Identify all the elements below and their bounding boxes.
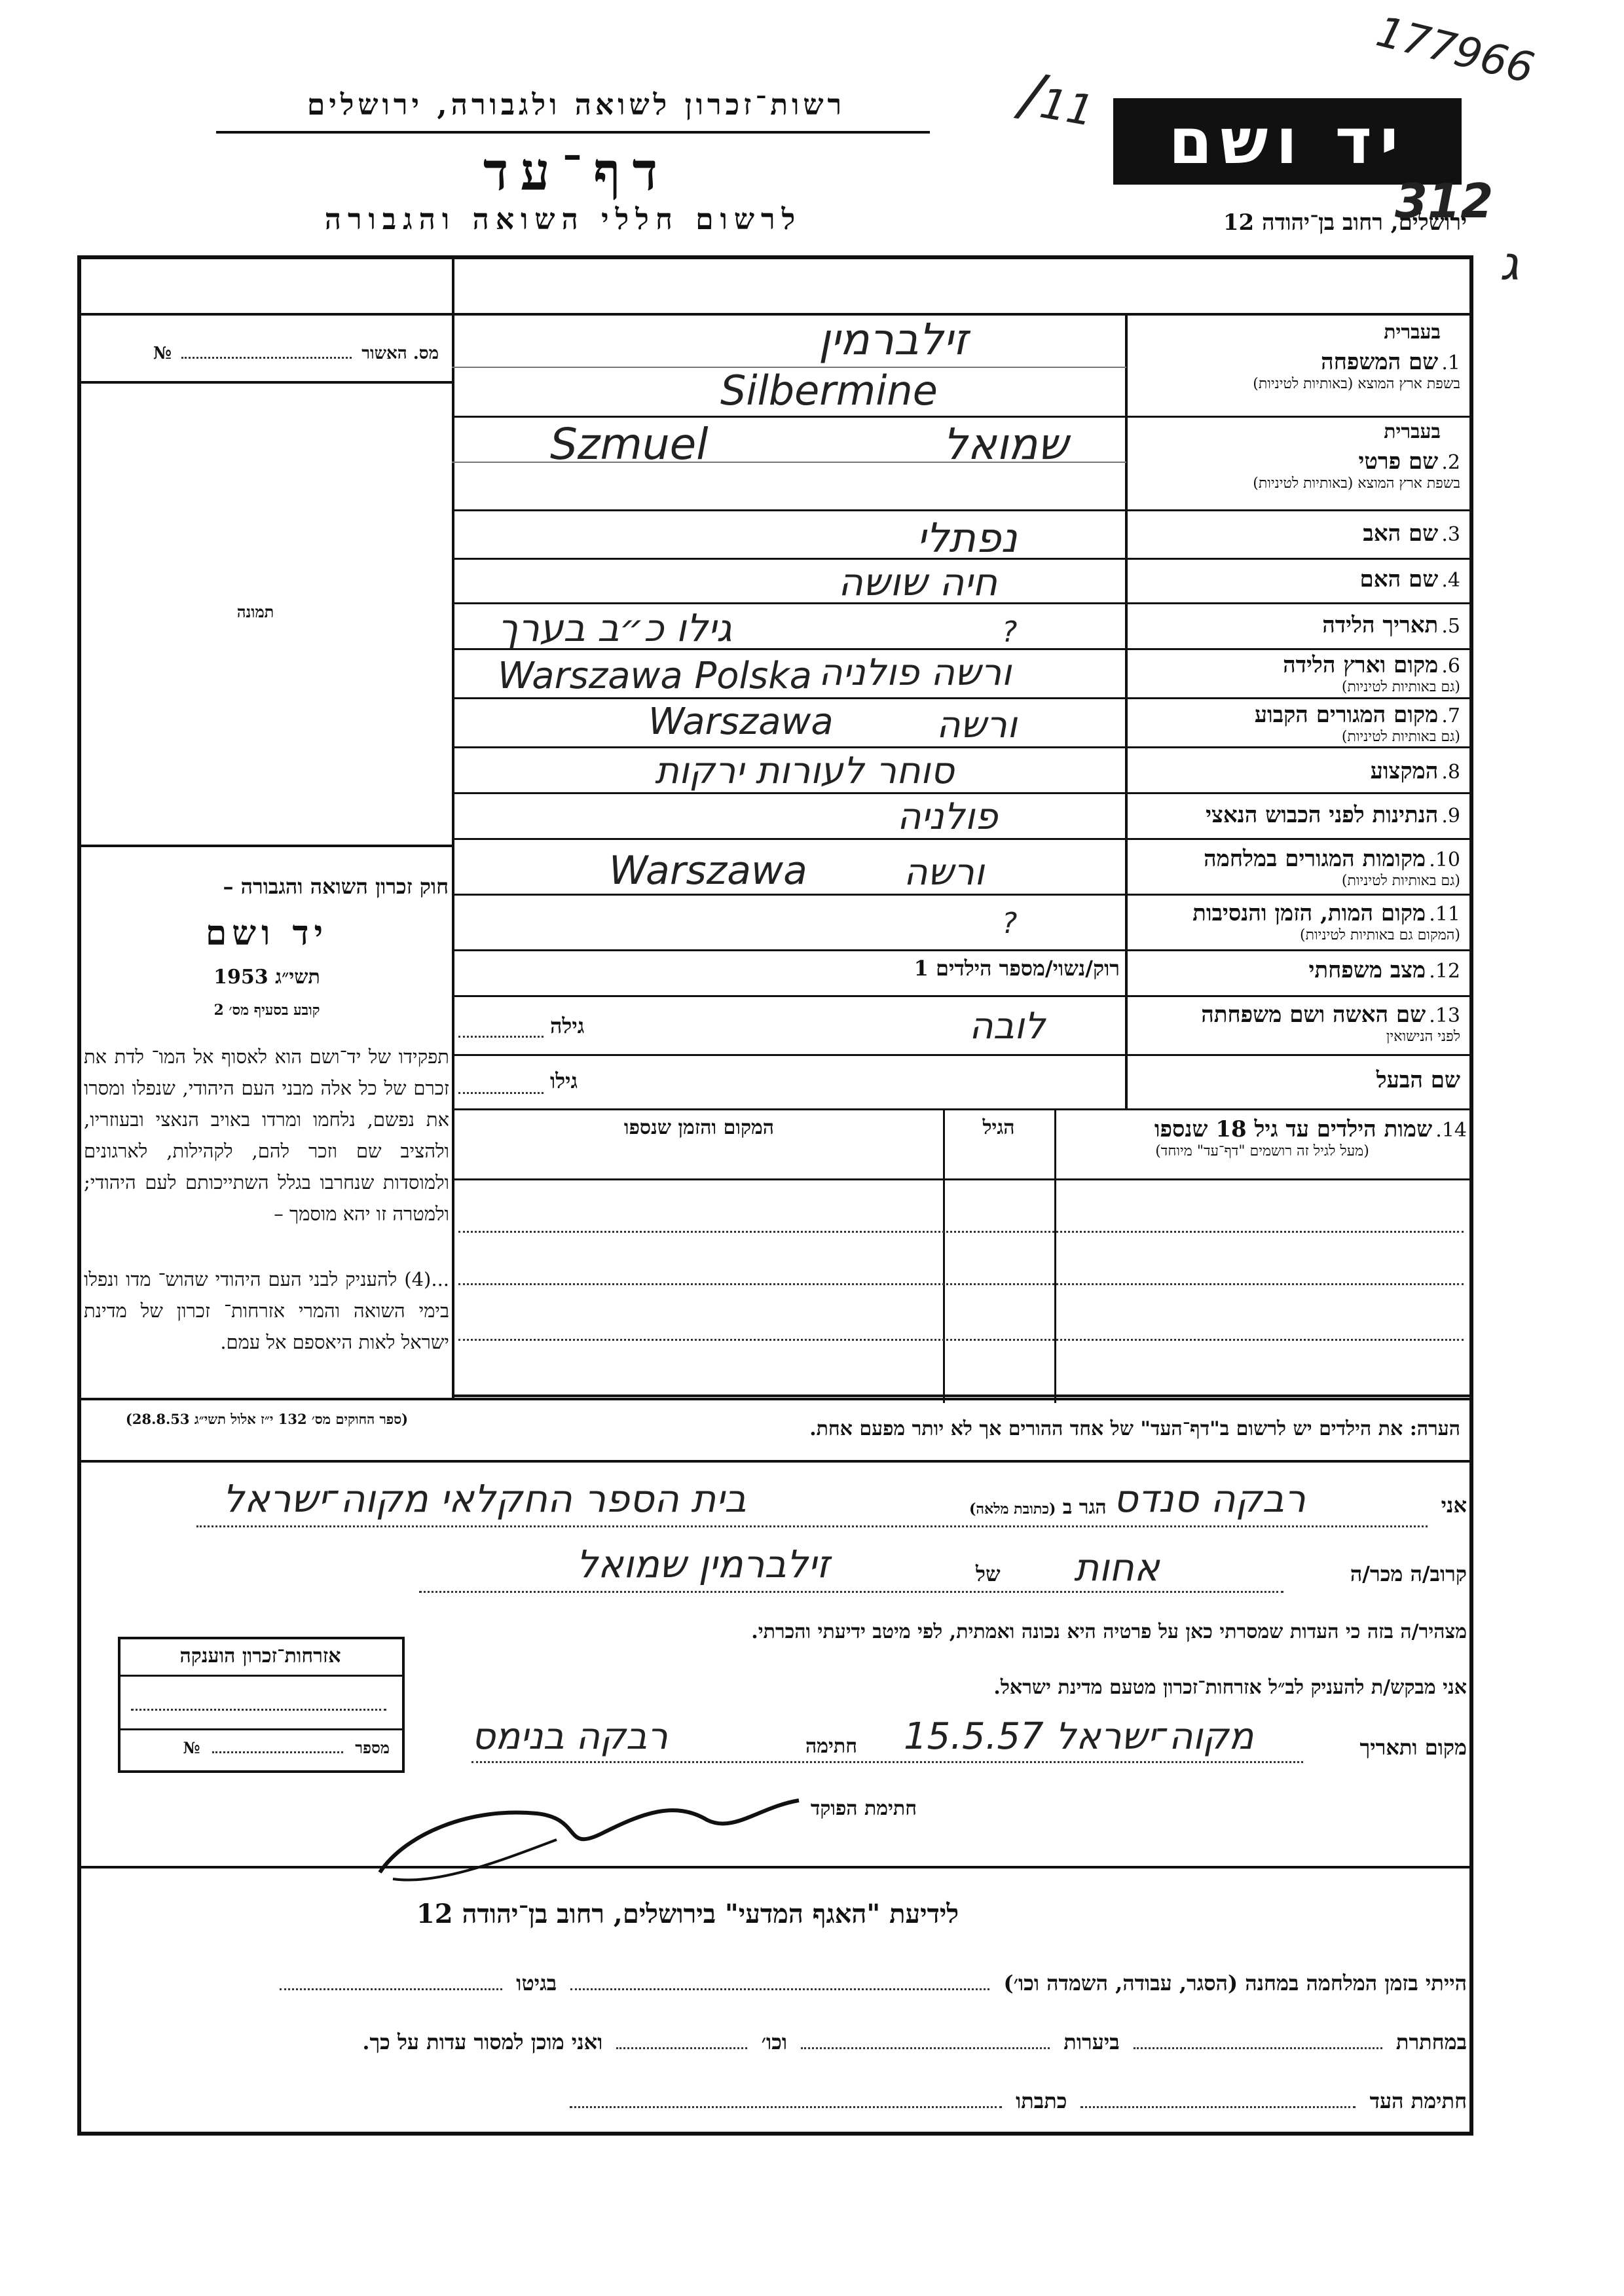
- footer-forest-label: ביערות: [1063, 2030, 1120, 2054]
- children-row-line: [458, 1231, 1464, 1233]
- field-residence-sub: (גם באותיות לטיניות): [1341, 729, 1460, 745]
- field-birthplace-label: [1133, 652, 1460, 695]
- footer-line-3: [92, 2088, 1467, 2113]
- decl-address: בית הספר החקלאי מקוה־ישראל: [223, 1476, 747, 1521]
- slash-number: 11: [1036, 79, 1098, 136]
- row-sep: [452, 949, 1470, 951]
- field-wife-sub: לפני הנישואין: [1386, 1029, 1460, 1045]
- footer-ghetto-label: בגיטו: [516, 1971, 557, 1995]
- field-birthdate-num: 5.: [1441, 615, 1460, 638]
- footer-camp-dots: [570, 1988, 989, 1990]
- field-marital-label: [1133, 957, 1460, 983]
- field-father-num: 3.: [1441, 523, 1460, 546]
- slash-mark: /: [1016, 60, 1048, 131]
- field-father-name: שם האב: [1363, 520, 1439, 547]
- citizenship-dots: [131, 1709, 386, 1711]
- field-marital-num: 12.: [1429, 960, 1460, 983]
- row-sep: [452, 697, 1470, 699]
- law-reference: (ספר החוקים מס׳ 132 י״ז אלול תשי״ג 28.8.53): [125, 1411, 409, 1427]
- field-birthplace-latin-value: Warszawa Polska: [498, 655, 812, 697]
- row-sep: [452, 838, 1470, 840]
- footer-ready-label: ואני מוכן למסור עדות על כך.: [362, 2030, 603, 2054]
- citizenship-title-rule: [118, 1675, 405, 1677]
- field-marital-value: רוק/נשוי/מספר הילדים 1: [913, 956, 1120, 981]
- approval-rule: [77, 381, 454, 384]
- field-birthplace-value: ורשה פולניה: [819, 651, 1012, 694]
- field-birthdate-label: [1133, 612, 1460, 638]
- decl-statement: מצהיר/ה בזה כי העדות שמסרתי כאן על פרטיה היא נכונה ואמתית, לפי מיטב ידיעתי והכרתי.: [751, 1620, 1467, 1643]
- field-marital-name: מצב משפחתי: [1308, 957, 1426, 983]
- field-death-label: [1133, 900, 1460, 943]
- row-sep: [452, 416, 1470, 418]
- field-war-residence-name: מקומות המגורים במלחמה: [1204, 846, 1426, 872]
- footer-etc-dots: [616, 2047, 747, 2049]
- footer-underground-dots: [1134, 2047, 1382, 2049]
- decl-resides: [969, 1496, 1107, 1519]
- field-mother-num: 4.: [1441, 569, 1460, 592]
- children-title: [1058, 1116, 1467, 1142]
- children-place-header: המקום והזמן שנספו: [623, 1116, 775, 1139]
- citizenship-title: אזרחות־זכרון הוענקה: [179, 1645, 341, 1667]
- law-title: חוק זכרון השואה והגבורה –: [223, 874, 449, 899]
- citizenship-number-dots: [212, 1751, 343, 1753]
- archive-number: 177966: [1371, 7, 1539, 94]
- law-year: תשי״ג 1953: [213, 966, 320, 989]
- field-residence-label: [1133, 702, 1460, 745]
- field-wife-age-label: גילה: [550, 1013, 585, 1038]
- field-birthplace-name: מקום וארץ הלידה: [1283, 652, 1439, 678]
- field-birthplace-title: [1133, 652, 1460, 678]
- header-address: ירושלים, רחוב בן־יהודה 12: [1223, 210, 1467, 236]
- field-birthplace-sub: (גם באותיות לטיניות): [1341, 679, 1460, 695]
- field-war-residence-value: ורשה: [904, 851, 985, 894]
- field-death-sub: (המקום גם באותיות לטיניות): [1300, 927, 1460, 943]
- field-mother-value: חיה שושה: [838, 560, 998, 604]
- logo-text: יד ושם: [1168, 105, 1407, 178]
- note-bottom-rule: [77, 1460, 1472, 1463]
- decl-of: של: [976, 1561, 1001, 1586]
- field-surname-sub: בשפת ארץ המוצא (באותיות לטיניות): [1253, 376, 1460, 392]
- footer-heading: לידיעת "האגף המדעי" בירושלים, רחוב בן־יהודה 12: [416, 1899, 959, 1929]
- field-birthdate-question: ?: [1002, 615, 1018, 649]
- approval-label: מס. האשור: [361, 344, 439, 363]
- field-residence-title: [1133, 702, 1460, 728]
- field-residence-num: 7.: [1441, 704, 1460, 727]
- field-wife-title: [1133, 1002, 1460, 1028]
- row-sep: [452, 792, 1470, 794]
- row-sep: [452, 995, 1470, 997]
- field-occupation-value: סוחר לעורות ירקות: [655, 750, 955, 792]
- field-father-value: נפתלי: [917, 514, 1018, 562]
- field-residence-value: ורשה: [936, 704, 1018, 746]
- officer-signature-loop: [393, 1840, 557, 1880]
- citizenship-number-rule: [118, 1728, 405, 1730]
- side-number: 312: [1395, 173, 1494, 228]
- field-nationality-label: [1133, 802, 1460, 828]
- row-sep: [452, 894, 1470, 896]
- field-war-residence-num: 10.: [1429, 848, 1460, 871]
- field-surname-num: 1.: [1441, 352, 1460, 374]
- footer-line-1: [92, 1971, 1467, 1995]
- field-surname-name: שם המשפחה: [1321, 349, 1439, 375]
- field-surname-label: [1133, 321, 1460, 392]
- officer-signature: [367, 1761, 812, 1892]
- field-birthplace-num: 6.: [1441, 655, 1460, 678]
- footer-line-2: [92, 2030, 1467, 2054]
- field-husband-age-label: גילו: [550, 1068, 578, 1093]
- law-text-2: ...(4) להעניק לבני העם היהודי שהוש־ מדו ונפלו בימי השואה והמרי אזרחות־ זכרון של מדינת ישראל לאות היאספם אל עמם.: [84, 1268, 449, 1353]
- field-father-label: [1133, 520, 1460, 547]
- field-death-title: [1133, 900, 1460, 926]
- slash-eleven: [1016, 60, 1100, 140]
- law-yad-vashem: יד ושם: [205, 913, 329, 953]
- decl-line-dots: [196, 1525, 1428, 1527]
- form-title: דף־עד: [483, 141, 670, 202]
- children-col-div: [943, 1108, 945, 1403]
- photo-rule: [77, 845, 454, 847]
- citizenship-num-sign: №: [183, 1738, 200, 1757]
- field-death-num: 11.: [1429, 903, 1460, 926]
- field-firstname-name: שם פרטי: [1358, 448, 1439, 475]
- approval-num-sign: №: [153, 344, 172, 363]
- field-wife-num: 13.: [1429, 1004, 1460, 1027]
- footer-underground-label: במחתרת: [1395, 2030, 1467, 2054]
- field-firstname-value: שמואל: [943, 419, 1069, 469]
- officer-signature-stroke: [380, 1800, 799, 1872]
- label-column-divider: [1125, 313, 1128, 1108]
- field-war-residence-title: [1133, 846, 1460, 872]
- decl-place-date-label: מקום ותאריך: [1359, 1735, 1467, 1760]
- children-age-header: הגיל: [982, 1116, 1015, 1139]
- footer-address-label: כתבתו: [1016, 2088, 1067, 2113]
- field-war-residence-latin-value: Warszawa: [609, 848, 807, 894]
- decl-relative-dots: [419, 1591, 1283, 1593]
- yad-vashem-logo: [1113, 98, 1462, 185]
- decl-resides-label: הגר ב: [1062, 1496, 1107, 1519]
- field-surname-value: זילברמין: [819, 314, 969, 365]
- field-war-residence-label: [1133, 846, 1460, 889]
- header-rule: [216, 131, 930, 134]
- photo-label: תמונה: [236, 602, 274, 621]
- field-wife-label: [1133, 1002, 1460, 1045]
- decl-of-name: זילברמין שמואל: [576, 1542, 830, 1586]
- field-death-value: ?: [1002, 907, 1018, 940]
- approval-dotline: [181, 357, 352, 359]
- field-husband-age-line: [458, 1092, 544, 1094]
- footer-witness-label: חתימת העד: [1369, 2088, 1467, 2113]
- footer-address-dots: [570, 2106, 1002, 2108]
- note-top-rule: [77, 1398, 1472, 1400]
- decl-i-label: אני: [1441, 1493, 1467, 1518]
- field-residence-name: מקום המגורים הקבוע: [1254, 702, 1439, 728]
- field-firstname-label: [1133, 420, 1460, 492]
- frame-top-rule: [77, 313, 1472, 316]
- decl-name: רבקה סנדס: [1113, 1476, 1306, 1521]
- authority-title: רשות־זכרון לשואה ולגבורה, ירושלים: [306, 88, 846, 122]
- children-col-div: [1054, 1108, 1056, 1403]
- children-bottom-rule: [452, 1394, 1470, 1397]
- side-letter: ג: [1500, 236, 1519, 291]
- field-war-residence-sub: (גם באותיות לטיניות): [1341, 873, 1460, 889]
- field-husband-name: שם הבעל: [1376, 1067, 1460, 1093]
- children-sub: (מעל לגיל זה רושמים "דף־עד" מיוחד): [1155, 1143, 1369, 1159]
- children-row-line: [458, 1283, 1464, 1285]
- footer-forest-dots: [801, 2047, 1050, 2049]
- row-sep: [452, 509, 1470, 511]
- note-text: הערה: את הילדים יש לרשום ב"דף־העד" של אחד ההורים אך לא יותר מפעם אחת.: [809, 1417, 1460, 1440]
- field-residence-latin-value: Warszawa: [648, 701, 834, 743]
- law-text-1: תפקידו של יד־ושם הוא לאסוף אל המו־ לדת את זכרם של כל אלה מבני העם היהודי, שנפלו ומסרו את נפשם, נלחמו ומרדו באויב הנאצי ובעוזריו, ולהציב שם וזכר להם, לקהילות, לארגונים ולמוסדות שנחרבו בגלל השתייכותם לעם היהודי; ולמטרה זו יהא מוסמך –: [84, 1046, 449, 1225]
- field-wife-age-line: [458, 1036, 544, 1038]
- field-nationality-num: 9.: [1441, 805, 1460, 828]
- footer-etc-label: וכו׳: [761, 2030, 788, 2054]
- decl-signature: רבקה בנימס: [471, 1715, 668, 1758]
- decl-place-date: מקוה־ישראל 15.5.57: [904, 1715, 1254, 1758]
- field-nationality-value: פולניה: [897, 795, 998, 838]
- field-surname-title: [1133, 349, 1460, 375]
- children-num: 14.: [1435, 1119, 1467, 1142]
- citizenship-number-row: [128, 1738, 390, 1758]
- field-firstname-title: [1133, 448, 1460, 475]
- decl-signature-label: חתימה: [805, 1735, 857, 1758]
- field-wife-value: לובה: [969, 1005, 1046, 1048]
- field-surname-latin-value: Silbermine: [720, 367, 938, 414]
- field-occupation-label: [1133, 758, 1460, 784]
- row-sep: [452, 1108, 1470, 1110]
- field-wife-name: שם האשה ושם משפחתה: [1201, 1002, 1426, 1028]
- field-mother-name: שם האם: [1359, 566, 1439, 592]
- decl-relative-label: קרוב/ה מכר/ה: [1350, 1561, 1467, 1586]
- left-column-divider: [452, 255, 454, 1398]
- field-birthdate-value: גילו כ״ב בערך: [498, 606, 732, 650]
- field-firstname-num: 2.: [1441, 451, 1460, 474]
- field-occupation-name: המקצוע: [1370, 758, 1439, 784]
- row-sep: [452, 1054, 1470, 1056]
- field-firstname-latin-value: Szmuel: [550, 419, 709, 469]
- approval-number: [98, 344, 439, 363]
- field-death-name: מקום המות, הזמן והנסיבות: [1192, 900, 1426, 926]
- footer-witness-dots: [1080, 2106, 1356, 2108]
- children-label: שמות הילדים עד גיל 18 שנספו: [1154, 1116, 1433, 1142]
- children-row-line: [458, 1339, 1464, 1341]
- footer-top-rule: [77, 1866, 1472, 1868]
- field-husband-label: [1133, 1067, 1460, 1093]
- decl-officer-label: חתימת הפוקד: [810, 1797, 917, 1820]
- decl-full-addr: (כתובת מלאה): [969, 1501, 1056, 1518]
- field-occupation-num: 8.: [1441, 761, 1460, 784]
- field-mother-label: [1133, 566, 1460, 592]
- decl-relation: אחות: [1074, 1545, 1160, 1590]
- field-birthdate-name: תאריך הלידה: [1322, 612, 1439, 638]
- decl-request: אני מבקש/ת להעניק לב״ל אזרחות־זכרון מטעם מדינת ישראל.: [993, 1676, 1467, 1699]
- field-firstname-sub: בשפת ארץ המוצא (באותיות לטיניות): [1253, 475, 1460, 492]
- footer-ghetto-dots: [280, 1988, 502, 1990]
- footer-camp-label: הייתי בזמן המלחמה במחנה (הסגר, עבודה, השמדה וכו׳): [1003, 1971, 1467, 1995]
- children-header-rule: [452, 1178, 1470, 1180]
- law-clause: קובע בסעיף מס׳ 2: [213, 1002, 320, 1019]
- row-sep: [452, 746, 1470, 748]
- citizenship-number-label: מספר: [355, 1738, 390, 1757]
- form-subtitle: לרשום חללי השואה והגבורה: [324, 203, 802, 236]
- field-firstname-top: בעברית: [1384, 420, 1441, 443]
- children-header: [1058, 1116, 1467, 1159]
- field-surname-top: בעברית: [1384, 321, 1441, 344]
- field-nationality-name: הנתינות לפני הכבוש הנאצי: [1206, 802, 1439, 828]
